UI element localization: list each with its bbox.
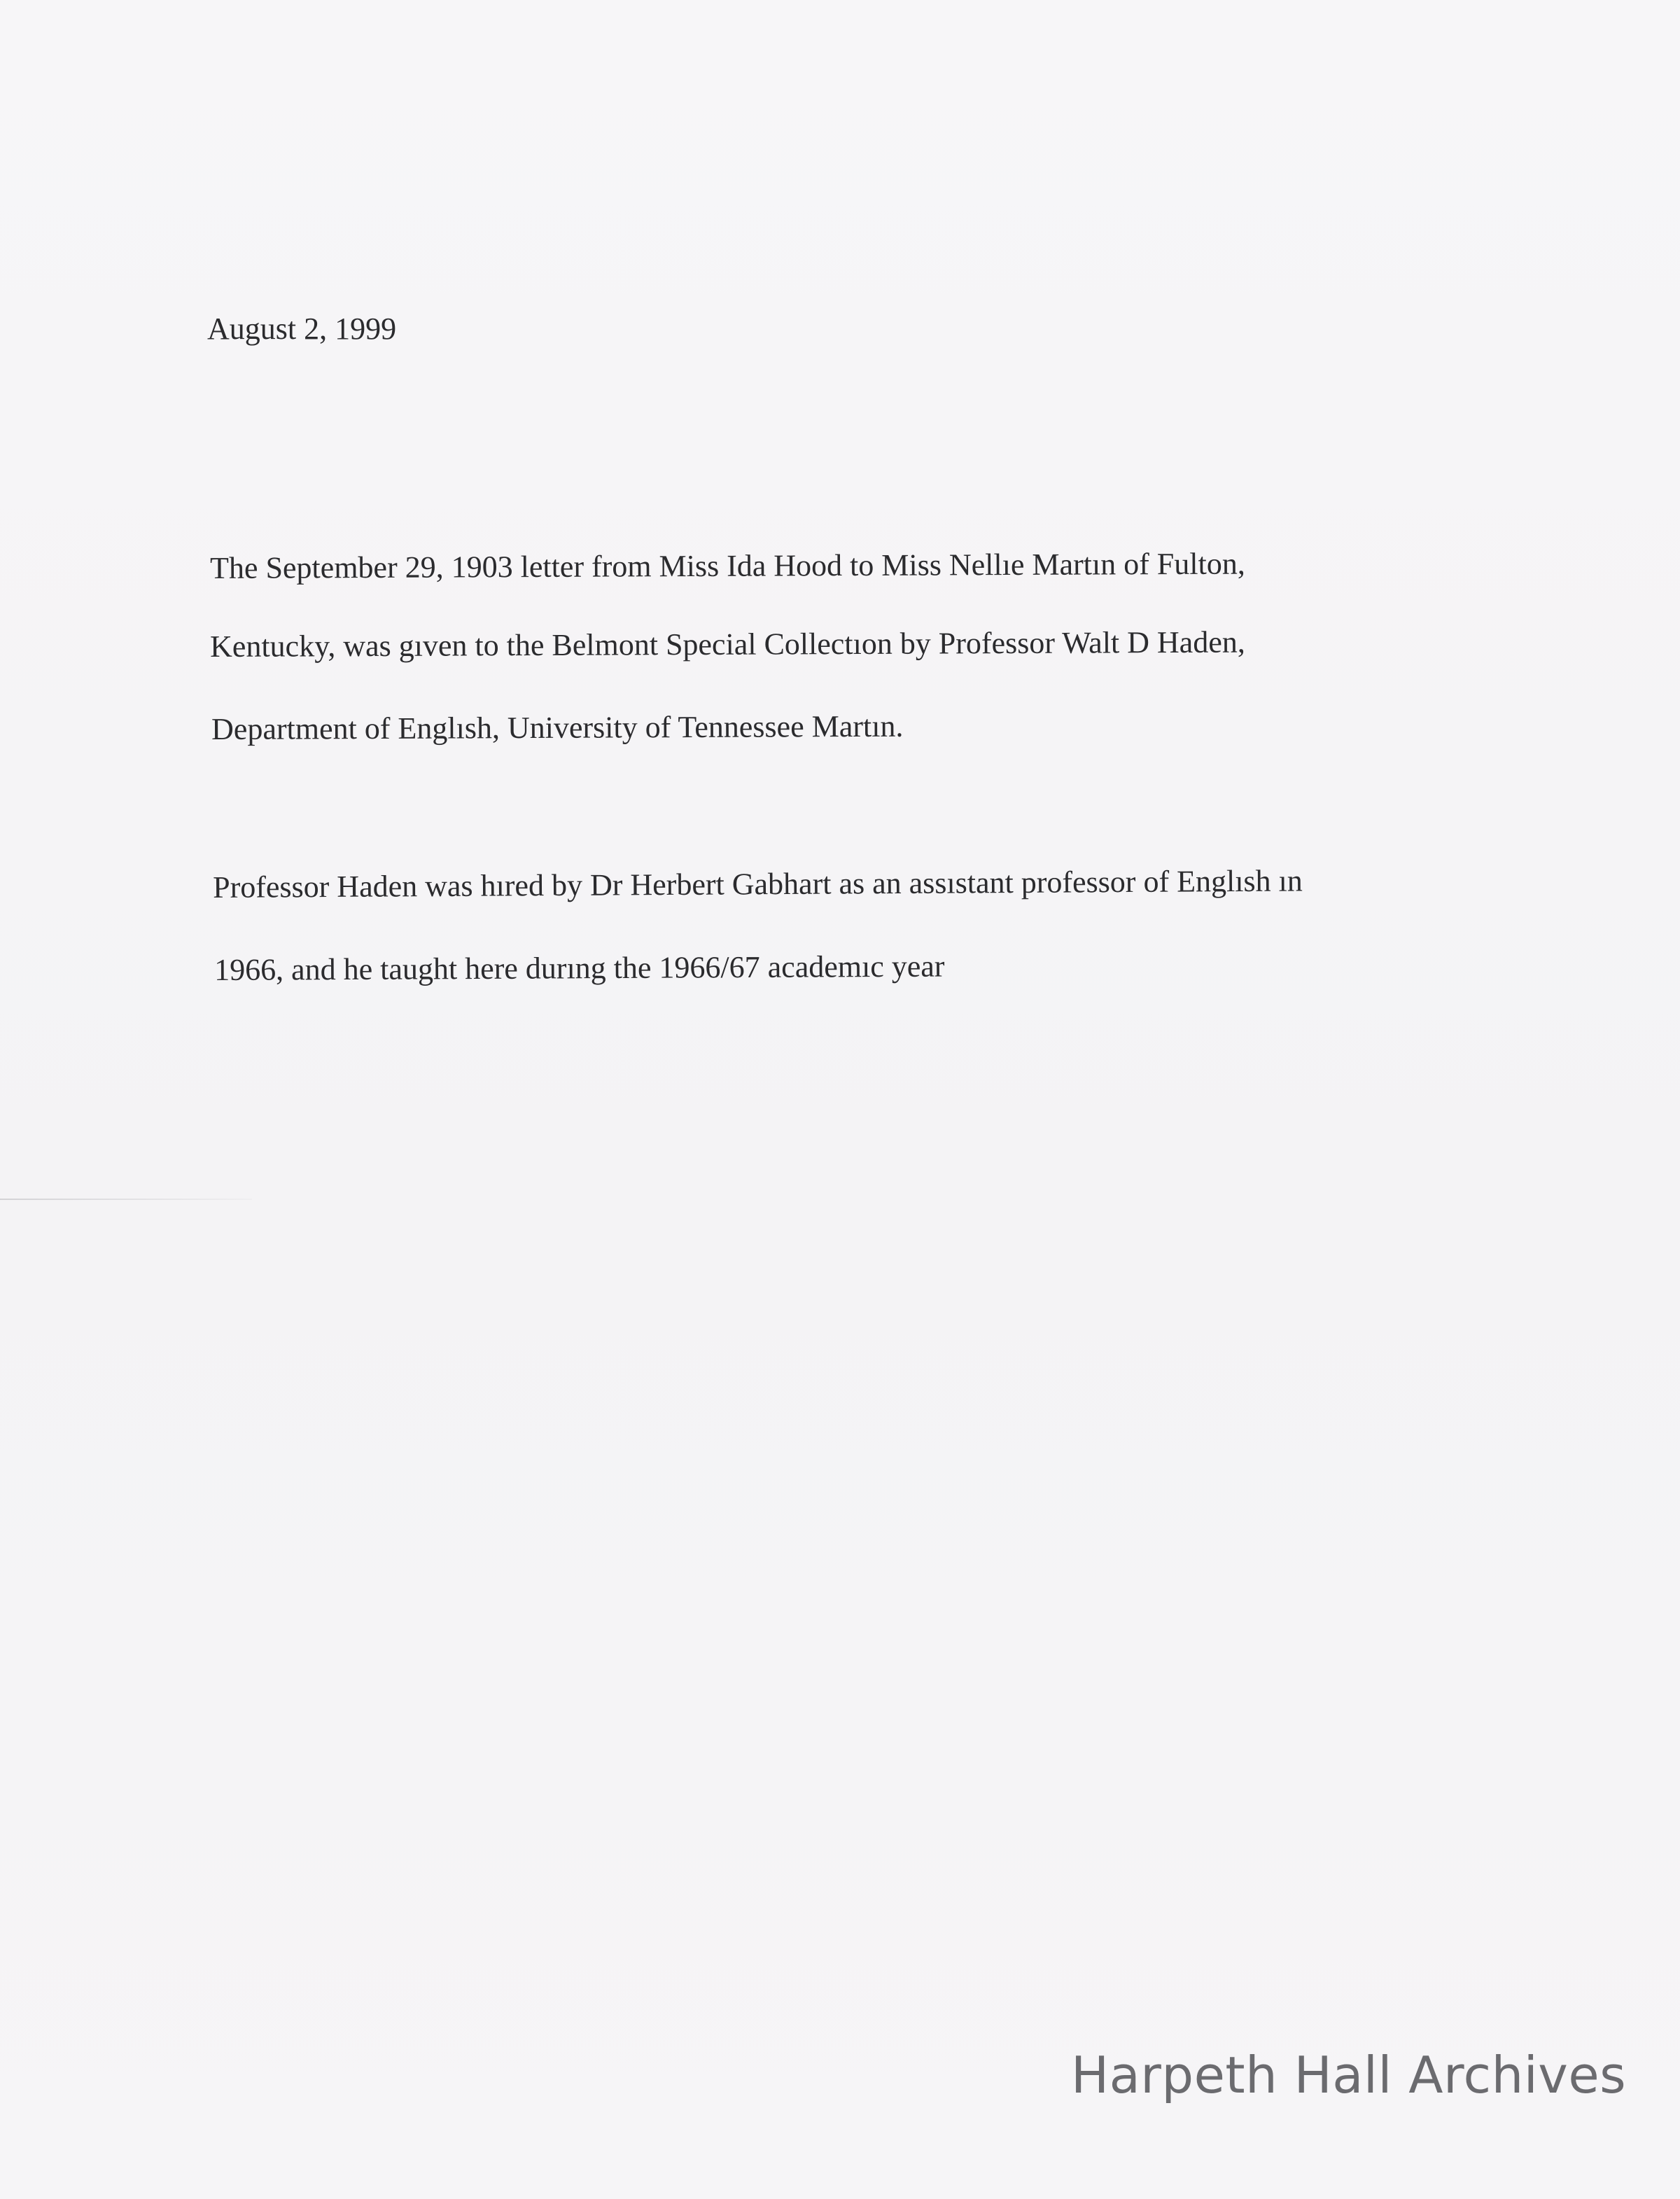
text-line: Department of Englısh, University of Tennessee Martın.: [211, 708, 904, 746]
text-line: Professor Haden was hıred by Dr Herbert Gabhart as an assıstant professor of Englısh ın: [212, 863, 1303, 905]
archive-watermark: Harpeth Hall Archives: [1071, 2046, 1627, 2104]
text-line: 1966, and he taught here durıng the 1966/67 academıc year: [214, 949, 945, 987]
text-line: Kentucky, was gıven to the Belmont Special Collectıon by Professor Walt D Haden,: [209, 624, 1245, 664]
text-line: The September 29, 1903 letter from Miss Ida Hood to Miss Nellıe Martın of Fulton,: [209, 546, 1245, 585]
letter-date: August 2, 1999: [207, 312, 397, 346]
paper-crease: [0, 1199, 252, 1200]
